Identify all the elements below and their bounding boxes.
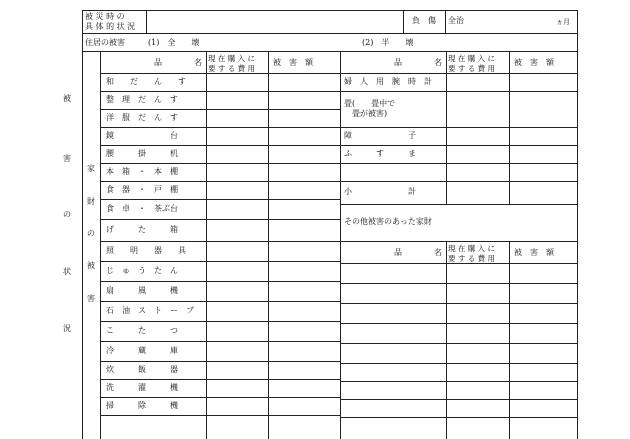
tatami-label-line2: 畳が被害) — [352, 109, 388, 118]
household-damage-char: の — [87, 229, 95, 238]
repurchase-header-line1: 現 在 購 入 に — [448, 54, 496, 63]
right-item-header-2: 品 名 — [394, 248, 442, 257]
situation-field[interactable] — [148, 12, 402, 32]
item-label: 炊 飯 器 — [106, 365, 178, 374]
left-damage-header: 被 害 額 — [273, 58, 313, 67]
household-damage-char: 被 — [87, 261, 95, 270]
item-label: 腰 掛 机 — [106, 149, 178, 158]
item-label: 小 計 — [344, 187, 416, 196]
item-label: 照 明 器 具 — [106, 246, 186, 255]
item-label: 冷 蔵 庫 — [106, 346, 178, 355]
right-repurchase-header — [448, 54, 495, 74]
right-damage-header: 被 害 額 — [514, 58, 554, 67]
situation-label-line2: 具 体 的 状 況 — [85, 22, 136, 31]
item-label: 扇 風 機 — [106, 286, 178, 295]
household-damage-char: 財 — [87, 197, 95, 206]
repurchase-header-line2: 要 す る 費 用 — [448, 64, 496, 73]
item-label: 整 理 だ ん す — [106, 95, 178, 104]
tatami-label-line1: 畳( 畳中で — [344, 99, 396, 108]
repurchase-header-line2: 要 す る 費 用 — [208, 64, 256, 73]
item-label: 婦 人 用 腕 時 計 — [344, 77, 432, 86]
item-label: 和 だ ん す — [106, 77, 186, 86]
item-label: げ た 箱 — [106, 225, 178, 234]
injury-label: 負 傷 — [412, 16, 436, 25]
right-repurchase-header-2 — [448, 244, 495, 264]
item-label: 洋 服 だ ん す — [106, 113, 178, 122]
right-item-header: 品 名 — [394, 58, 442, 67]
repurchase-header-line2: 要 す る 費 用 — [448, 254, 496, 263]
left-item-header: 品 名 — [154, 58, 202, 67]
item-label: 洗 濯 機 — [106, 383, 178, 392]
household-damage-char: 害 — [87, 294, 95, 303]
household-damage-char: 家 — [87, 164, 95, 173]
item-label: 食 器 ・ 戸 棚 — [106, 185, 178, 194]
recovery-label: 全治 — [448, 16, 464, 25]
item-label: 本 箱 ・ 本 棚 — [106, 167, 178, 176]
situation-label — [85, 12, 135, 32]
repurchase-header-line1: 現 在 購 入 に — [208, 54, 256, 63]
other-items-label: その他被害のあった家財 — [344, 217, 432, 226]
item-label: 食 卓 ・ 茶ぶ台 — [106, 204, 178, 213]
item-label: ふ す ま — [344, 149, 416, 158]
damage-status-char: 被 — [63, 94, 71, 103]
months-label: ヵ月 — [556, 18, 570, 26]
item-label: 鏡 台 — [106, 131, 178, 140]
right-damage-header-2: 被 害 額 — [514, 248, 554, 257]
damage-status-char: の — [63, 210, 71, 219]
damage-status-char: 害 — [63, 154, 71, 163]
damage-status-char: 況 — [63, 324, 71, 333]
situation-label-line1: 被 災 時 の — [85, 12, 125, 21]
item-label: 石 油 ス ト ー ブ — [106, 306, 194, 315]
house-damage-label: 住居の被害 — [85, 38, 125, 47]
damage-status-char: 状 — [63, 267, 71, 276]
option-full-destruction[interactable]: (1) 全 壊 — [148, 38, 200, 47]
item-label: こ た つ — [106, 326, 178, 335]
item-label: 掃 除 機 — [106, 401, 178, 410]
item-label: 障 子 — [344, 131, 416, 140]
item-label: じ ゅ う た ん — [106, 266, 178, 275]
option-half-destruction[interactable]: (2) 半 壊 — [362, 38, 414, 47]
left-repurchase-header — [208, 54, 255, 74]
repurchase-header-line1: 現 在 購 入 に — [448, 244, 496, 253]
tatami-label — [344, 99, 395, 119]
